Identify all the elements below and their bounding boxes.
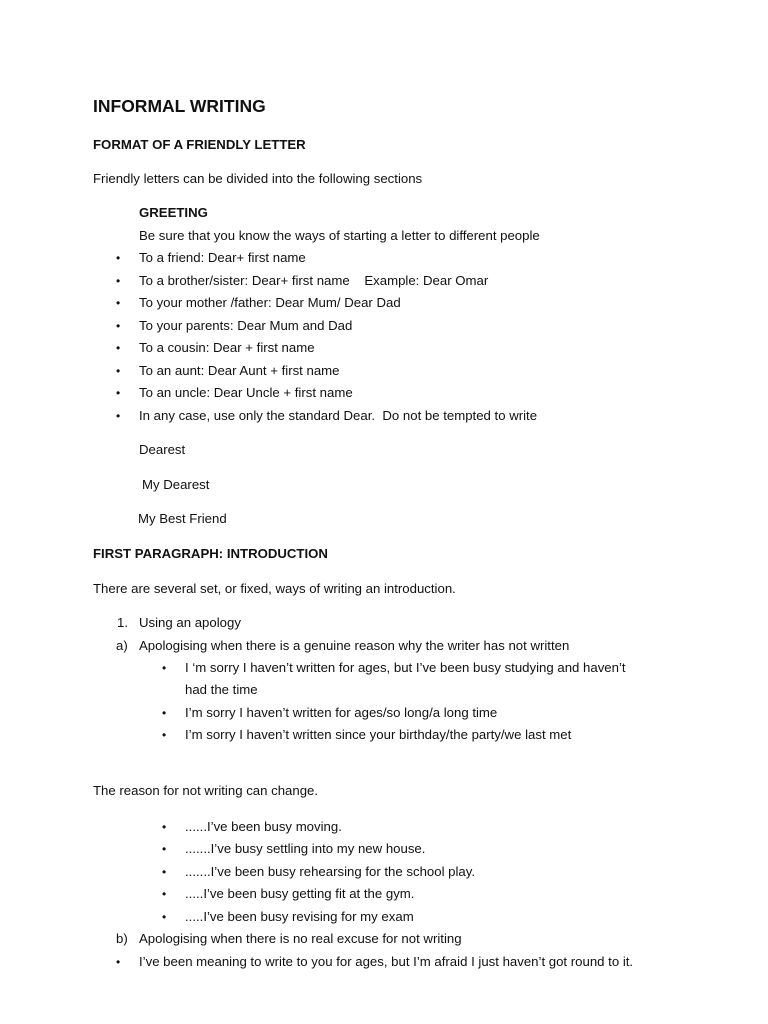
bullet-dot: • [162,887,167,901]
section-heading-format: FORMAT OF A FRIENDLY LETTER [93,137,306,152]
greeting-bullet-item: To an aunt: Dear Aunt + first name [139,363,340,378]
bullet-dot: • [116,341,121,355]
lettered-item: Apologising when there is a genuine reason why the writer has not written [139,638,570,653]
greeting-heading: GREETING [139,205,208,220]
avoid-greeting-item: Dearest [139,442,186,457]
greeting-bullet-item: In any case, use only the standard Dear. Do not be tempted to write [139,408,538,423]
bullet-dot: • [162,706,167,720]
reason-bullet-item: .......I’ve been busy rehearsing for the school play. [185,864,476,879]
intro-text: Friendly letters can be divided into the following sections [93,171,423,186]
greeting-bullet-item: To a cousin: Dear + first name [139,340,315,355]
bullet-dot: • [116,364,121,378]
apology-bullet-item: I’m sorry I haven’t written since your birthday/the party/we last met [185,727,572,742]
page-title: INFORMAL WRITING [93,96,266,116]
greeting-bullet-item: To a brother/sister: Dear+ first name Example: Dear Omar [139,273,489,288]
numbered-item: Using an apology [139,615,241,630]
bullet-dot: • [162,865,167,879]
apology-bullet-continuation: had the time [185,682,258,697]
bullet-dot: • [116,386,121,400]
reason-bullet-item: ......I’ve been busy moving. [185,819,342,834]
bullet-dot: • [116,955,121,969]
apology-bullet-item: I’m sorry I haven’t written for ages/so long/a long time [185,705,498,720]
list-letter: b) [116,931,128,946]
section-heading-introduction: FIRST PARAGRAPH: INTRODUCTION [93,546,328,561]
greeting-bullet-item: To a friend: Dear+ first name [139,250,306,265]
bullet-dot: • [162,728,167,742]
reason-bullet-item: .......I’ve busy settling into my new house. [185,841,426,856]
reason-bullet-item: .....I’ve been busy getting fit at the gym. [185,886,415,901]
list-letter: a) [116,638,128,653]
bullet-dot: • [162,842,167,856]
reason-bullet-item: .....I’ve been busy revising for my exam [185,909,414,924]
apology-bullet-item: I ‘m sorry I haven’t written for ages, but I’ve been busy studying and haven’t [185,660,626,675]
reason-note: The reason for not writing can change. [93,783,319,798]
bullet-dot: • [162,910,167,924]
greeting-bullet-item: To an uncle: Dear Uncle + first name [139,385,353,400]
bullet-dot: • [116,274,121,288]
avoid-greeting-item: My Dearest [142,477,210,492]
bullet-dot: • [116,409,121,423]
bullet-dot: • [116,296,121,310]
no-excuse-bullet-item: I’ve been meaning to write to you for ages, but I’m afraid I just haven’t got round to it. [139,954,634,969]
greeting-lead: Be sure that you know the ways of starting a letter to different people [139,228,540,243]
greeting-bullet-item: To your parents: Dear Mum and Dad [139,318,353,333]
lettered-item: Apologising when there is no real excuse for not writing [139,931,462,946]
bullet-dot: • [116,251,121,265]
bullet-dot: • [162,661,167,675]
introduction-lead: There are several set, or fixed, ways of writing an introduction. [93,581,456,596]
list-number: 1. [117,615,128,630]
bullet-dot: • [162,820,167,834]
greeting-bullet-item: To your mother /father: Dear Mum/ Dear Dad [139,295,401,310]
avoid-greeting-item: My Best Friend [138,511,227,526]
bullet-dot: • [116,319,121,333]
